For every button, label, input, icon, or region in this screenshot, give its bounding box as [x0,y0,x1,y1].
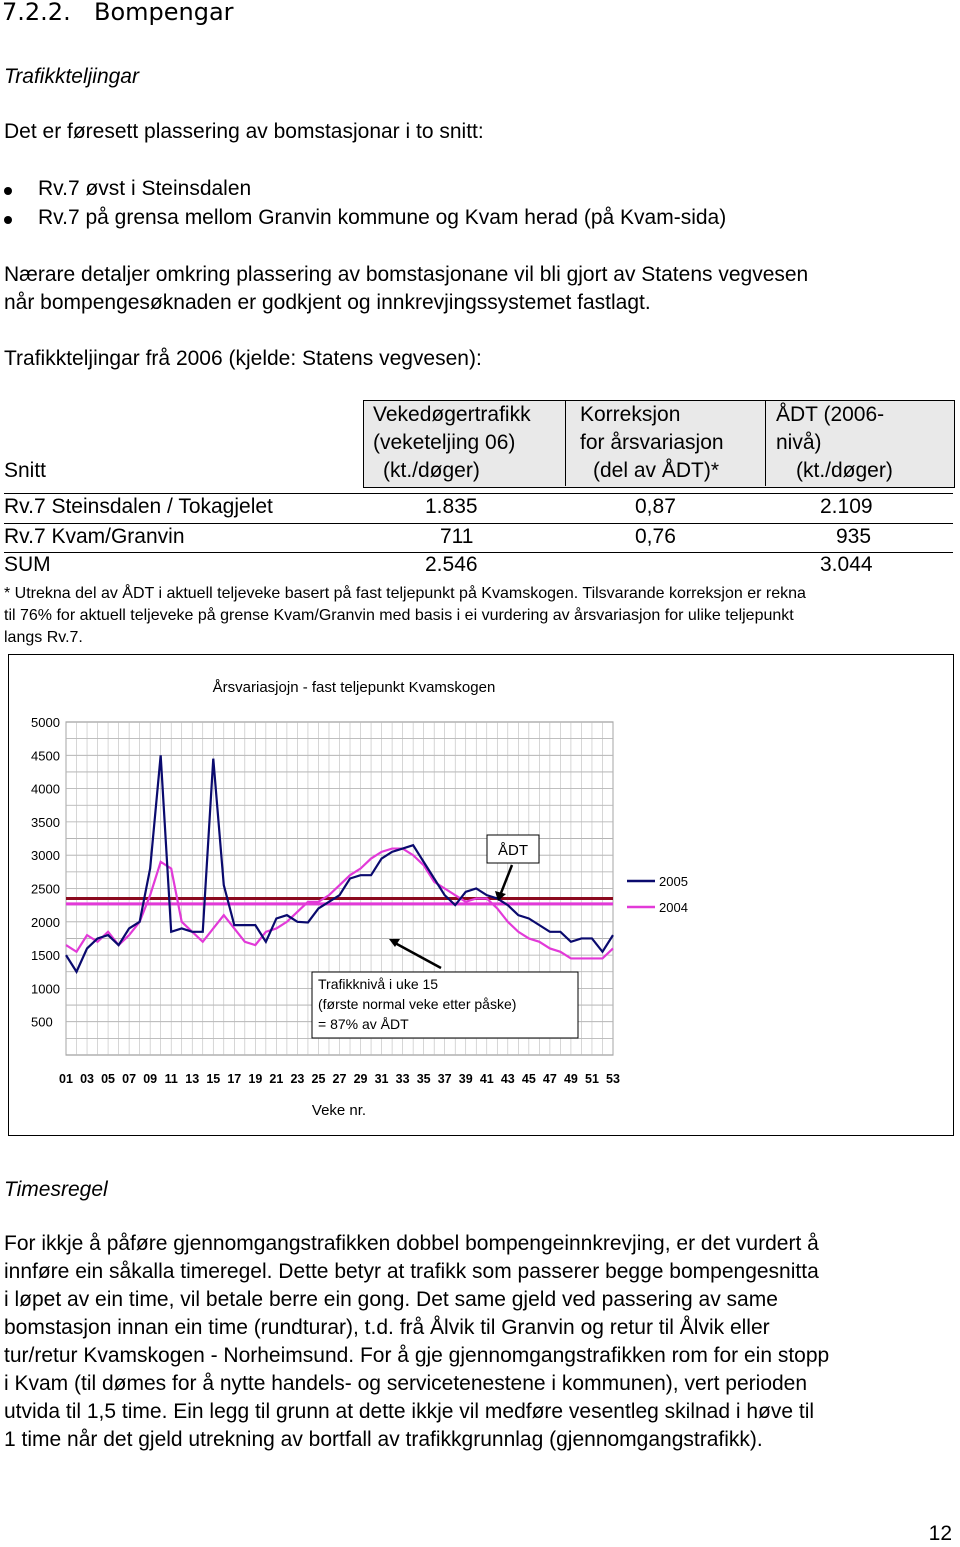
col1-header-line: (veketeljing 06) [373,431,516,454]
intro-paragraph: Det er føresett plassering av bomstasjonar i to snitt: [4,120,484,143]
counts-intro: Trafikkteljingar frå 2006 (kjelde: Statens vegvesen): [4,347,482,370]
x-tick-label: 15 [206,1072,221,1086]
x-tick-label: 39 [458,1072,473,1086]
row-value: 3.044 [820,553,873,576]
y-tick-label: 2500 [31,881,60,897]
body-line: bomstasjon innan ein time (rundturar), t.d. frå Ålvik til Granvin og retur til Ålvik eller [4,1316,770,1339]
y-tick-label: 1500 [31,948,60,964]
x-tick-label: 19 [248,1072,263,1086]
annotation-week15-line: Trafikknivå i uke 15 [318,976,439,992]
detail-line: når bompengesøknaden er godkjent og innkrevjingssystemet fastlagt. [4,291,651,314]
x-tick-label: 49 [563,1072,578,1086]
snitt-label: Snitt [4,459,47,482]
x-tick-label: 43 [500,1072,515,1086]
chart-frame [8,654,954,1136]
x-tick-label: 41 [479,1072,494,1086]
row-value: 935 [836,525,872,548]
x-tick-label: 45 [521,1072,536,1086]
x-tick-label: 17 [227,1072,242,1086]
row-name: Rv.7 Steinsdalen / Tokagjelet [4,495,273,518]
col2-header-line: Korreksjon [580,403,681,426]
x-tick-label: 35 [416,1072,431,1086]
body-line: innføre ein såkalla timeregel. Dette betyr at trafikk som passerer begge bompengesnitta [4,1260,819,1283]
row-value: 2.109 [820,495,873,518]
body-line: utvida til 1,5 time. Ein legg til grunn at dette ikkje vil medføre vesentleg skilnad i høve til [4,1400,815,1423]
y-tick-label: 3000 [31,848,60,864]
chart-svg [9,655,953,1135]
section-heading [2,0,234,26]
x-tick-label: 21 [269,1072,284,1086]
table-divider [565,400,566,486]
chart-title: Årsvariasjojn - fast teljepunkt Kvamskogen [212,679,496,696]
col1-header-line: (kt./døger) [383,459,480,482]
row-value: 711 [440,525,474,548]
bullet-text: Rv.7 på grensa mellom Granvin kommune og Kvam herad (på Kvam-sida) [38,206,727,229]
x-tick-label: 27 [332,1072,347,1086]
body-line: i Kvam (til dømes for å nytte handels- og servicetenestene i kommunen), vert perioden [4,1372,808,1395]
x-tick-label: 37 [437,1072,452,1086]
annotation-week15-line: (første normal veke etter påske) [318,996,517,1012]
y-tick-label: 500 [31,1014,53,1030]
annotation-adt: ÅDT [498,842,528,859]
footnote-line: til 76% for aktuell teljeveke på grense Kvam/Granvin med basis i ei vurdering av årsvariasjon for ulike teljepunkt [4,607,794,624]
subheading-time-rule: Timesregel [4,1178,108,1201]
y-tick-label: 4000 [31,781,60,797]
x-tick-label: 51 [585,1072,599,1086]
col2-header-line: (del av ÅDT)* [593,459,720,482]
annotation-week15-line: = 87% av ÅDT [318,1016,409,1032]
detail-line: Nærare detaljer omkring plassering av bomstasjonane vil bli gjort av Statens vegvesen [4,263,809,286]
x-tick-label: 03 [80,1072,94,1086]
body-line: 1 time når det gjeld utrekning av bortfall av trafikkgrunnlag (gjennomgangstrafikk). [4,1428,763,1451]
y-tick-label: 2000 [31,914,60,930]
x-tick-label: 13 [185,1072,200,1086]
row-name: SUM [4,553,51,576]
x-tick-label: 07 [122,1072,137,1086]
footnote-line: * Utrekna del av ÅDT i aktuell teljeveke basert på fast teljepunkt på Kvamskogen. Tilsvarande korreksjon er rekna [4,585,806,602]
row-value: 1.835 [425,495,478,518]
x-tick-label: 31 [374,1072,389,1086]
x-tick-label: 47 [542,1072,557,1086]
footnote-line: langs Rv.7. [4,629,83,646]
x-tick-label: 33 [395,1072,410,1086]
x-tick-label: 01 [59,1072,73,1086]
x-tick-label: 25 [311,1072,326,1086]
x-tick-label: 29 [353,1072,368,1086]
body-line: For ikkje å påføre gjennomgangstrafikken dobbel bompengeinnkrevjing, er det vurdert å [4,1232,819,1255]
col3-header-line: ÅDT (2006- [776,403,885,426]
subheading-traffic-counts: Trafikkteljingar [4,65,139,88]
col1-header-line: Vekedøgertrafikk [373,403,531,426]
col3-header-line: (kt./døger) [796,459,893,482]
body-line: i løpet av ein time, vil betale berre ein gong. Det same gjeld ved passering av same [4,1288,778,1311]
x-axis-label: Veke nr. [311,1102,367,1119]
x-tick-label: 05 [101,1072,116,1086]
y-tick-label: 5000 [31,715,60,730]
bullet-icon [4,216,12,224]
section-title: Bompengar [94,0,234,26]
page-number: 12 [928,1522,952,1545]
section-number: 7.2.2. [2,0,71,26]
legend-label: 2005 [659,874,688,889]
bullet-icon [4,187,12,195]
bullet-text: Rv.7 øvst i Steinsdalen [38,177,252,200]
table-rule [4,493,953,494]
x-tick-label: 09 [143,1072,158,1086]
y-tick-label: 4500 [31,748,60,764]
table-divider [765,400,766,486]
body-line: tur/retur Kvamskogen - Norheimsund. For å gje gjennomgangstrafikken rom for ein stopp [4,1344,830,1367]
row-name: Rv.7 Kvam/Granvin [4,525,185,548]
col2-header-line: for årsvariasjon [580,431,724,454]
y-tick-label: 1000 [31,981,60,997]
row-value: 0,76 [635,525,676,548]
x-tick-label: 23 [290,1072,305,1086]
x-tick-label: 53 [606,1072,620,1086]
x-tick-label: 11 [164,1072,178,1086]
table-rule [4,552,953,553]
table-rule [4,523,953,524]
row-value: 2.546 [425,553,478,576]
legend-label: 2004 [659,900,688,915]
row-value: 0,87 [635,495,676,518]
col3-header-line: nivå) [776,431,822,454]
y-tick-label: 3500 [31,814,60,830]
